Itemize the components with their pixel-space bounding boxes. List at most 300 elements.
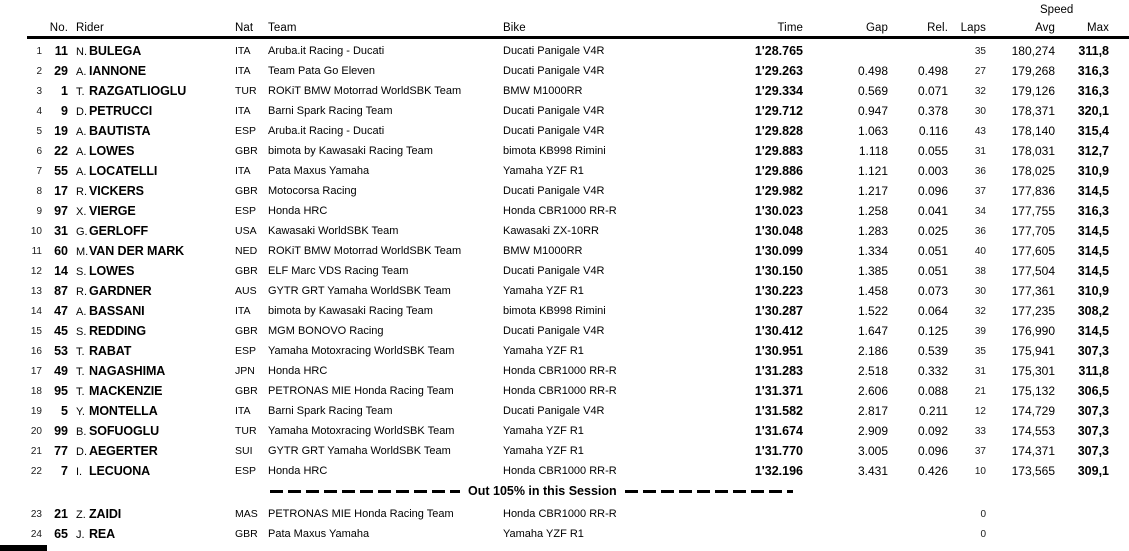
table-row	[0, 181, 1129, 201]
nationality-cell: ESP	[235, 345, 257, 357]
max-speed-cell: 320,1	[1077, 104, 1109, 118]
avg-speed-cell: 174,553	[1011, 424, 1055, 438]
rider-cell	[70, 342, 235, 360]
bike-cell: Yamaha YZF R1	[503, 425, 584, 437]
avg-speed-cell: 176,990	[1011, 324, 1055, 338]
max-speed-cell: 314,5	[1077, 324, 1109, 338]
position-cell: 15	[30, 325, 42, 337]
bike-cell: Yamaha YZF R1	[503, 528, 584, 540]
team-cell: Barni Spark Racing Team	[268, 405, 393, 417]
nationality-cell: TUR	[235, 425, 257, 437]
nationality-cell: GBR	[235, 185, 258, 197]
rider-cell	[70, 282, 235, 300]
laps-cell: 10	[974, 465, 986, 477]
out-105-divider	[270, 481, 830, 501]
rider-initial: A.	[76, 146, 87, 158]
nationality-cell: ITA	[235, 105, 251, 117]
rel-cell: 0.088	[917, 384, 948, 398]
rider-initial: A.	[76, 66, 87, 78]
laps-cell: 37	[974, 445, 986, 457]
rider-initial: T.	[76, 366, 85, 378]
table-row	[0, 221, 1129, 241]
table-row	[0, 341, 1129, 361]
bike-cell: BMW M1000RR	[503, 85, 583, 97]
team-cell: Yamaha Motoxracing WorldSBK Team	[268, 425, 455, 437]
laps-cell: 35	[974, 345, 986, 357]
rider-cell	[70, 182, 235, 200]
nationality-cell: SUI	[235, 445, 253, 457]
rel-cell: 0.096	[917, 184, 948, 198]
bike-cell: Ducati Panigale V4R	[503, 105, 605, 117]
rider-initial: Y.	[76, 406, 85, 418]
avg-speed-cell: 177,361	[1011, 284, 1055, 298]
max-speed-cell: 314,5	[1077, 264, 1109, 278]
col-header-laps: Laps	[960, 22, 986, 34]
bike-number-cell: 95	[54, 384, 68, 398]
rider-cell	[70, 102, 235, 120]
gap-cell: 1.385	[857, 264, 888, 278]
team-cell: PETRONAS MIE Honda Racing Team	[268, 385, 454, 397]
bike-number-cell: 1	[61, 84, 68, 98]
time-cell: 1'29.263	[754, 64, 803, 78]
rider-surname: LECUONA	[89, 464, 151, 478]
position-cell: 21	[30, 445, 42, 457]
gap-cell: 1.458	[857, 284, 888, 298]
team-cell: bimota by Kawasaki Racing Team	[268, 145, 433, 157]
out-105-body	[0, 504, 1129, 544]
bike-cell: bimota KB998 Rimini	[503, 145, 606, 157]
time-cell: 1'30.287	[754, 304, 803, 318]
time-cell: 1'29.886	[754, 164, 803, 178]
rider-surname: REDDING	[89, 324, 146, 338]
rel-cell: 0.116	[918, 124, 948, 138]
laps-cell: 31	[974, 145, 986, 157]
rider-cell	[70, 62, 235, 80]
bike-number-cell: 47	[54, 304, 68, 318]
rider-cell	[70, 82, 235, 100]
max-speed-cell: 316,3	[1077, 64, 1109, 78]
gap-cell: 1.258	[857, 204, 888, 218]
position-cell: 2	[36, 65, 42, 77]
position-cell: 17	[30, 365, 42, 377]
bike-cell: Ducati Panigale V4R	[503, 65, 605, 77]
nationality-cell: NED	[235, 245, 258, 257]
avg-speed-cell: 173,565	[1011, 464, 1055, 478]
rel-cell: 0.211	[918, 404, 948, 418]
position-cell: 18	[30, 385, 42, 397]
bike-cell: Honda CBR1000 RR-R	[503, 385, 617, 397]
rel-cell: 0.332	[917, 364, 948, 378]
bike-cell: bimota KB998 Rimini	[503, 305, 606, 317]
bike-number-cell: 53	[54, 344, 68, 358]
rider-initial: A.	[76, 126, 87, 138]
rider-surname: VAN DER MARK	[89, 244, 185, 258]
time-cell: 1'29.334	[754, 84, 803, 98]
bike-number-cell: 97	[54, 204, 68, 218]
laps-cell: 35	[974, 45, 986, 57]
team-cell: Kawasaki WorldSBK Team	[268, 225, 399, 237]
time-cell: 1'31.283	[754, 364, 803, 378]
divider-label: Out 105% in this Session	[468, 484, 617, 498]
avg-speed-cell: 177,836	[1011, 184, 1055, 198]
gap-cell: 1.118	[858, 144, 888, 158]
bike-number-cell: 5	[61, 404, 68, 418]
avg-speed-cell: 177,235	[1011, 304, 1055, 318]
rider-initial: T.	[76, 386, 85, 398]
rel-cell: 0.041	[917, 204, 948, 218]
col-header-rel: Rel.	[927, 22, 948, 34]
gap-cell: 1.063	[857, 124, 888, 138]
rider-initial: T.	[76, 86, 85, 98]
rider-cell	[70, 202, 235, 220]
col-header-rider: Rider	[76, 22, 104, 34]
time-cell: 1'29.712	[754, 104, 803, 118]
gap-cell: 1.334	[857, 244, 888, 258]
speed-column-group-label: Speed	[1040, 4, 1074, 16]
table-row	[0, 401, 1129, 421]
table-row	[0, 504, 1129, 524]
rel-cell: 0.096	[917, 444, 948, 458]
max-speed-cell: 311,8	[1078, 44, 1109, 58]
gap-cell: 0.498	[857, 64, 888, 78]
table-row	[0, 141, 1129, 161]
gap-cell: 1.217	[857, 184, 888, 198]
team-cell: ROKiT BMW Motorrad WorldSBK Team	[268, 245, 462, 257]
table-row	[0, 241, 1129, 261]
rider-surname: BASSANI	[89, 304, 145, 318]
position-cell: 16	[30, 345, 42, 357]
gap-cell: 1.522	[857, 304, 888, 318]
rider-cell	[70, 162, 235, 180]
divider-dash-right	[625, 490, 793, 493]
nationality-cell: ITA	[235, 405, 251, 417]
position-cell: 13	[30, 285, 42, 297]
laps-cell: 27	[974, 65, 986, 77]
bike-number-cell: 22	[54, 144, 68, 158]
max-speed-cell: 316,3	[1077, 204, 1109, 218]
bike-number-cell: 45	[54, 324, 68, 338]
avg-speed-cell: 175,941	[1011, 344, 1055, 358]
laps-cell: 0	[980, 528, 986, 540]
team-cell: GYTR GRT Yamaha WorldSBK Team	[268, 445, 451, 457]
max-speed-cell: 307,3	[1077, 444, 1109, 458]
rider-surname: REA	[89, 527, 116, 541]
rider-initial: S.	[76, 326, 87, 338]
team-cell: Yamaha Motoxracing WorldSBK Team	[268, 345, 455, 357]
bike-cell: Honda CBR1000 RR-R	[503, 508, 617, 520]
col-header-max: Max	[1086, 22, 1109, 34]
col-header-time: Time	[777, 22, 803, 34]
nationality-cell: USA	[235, 225, 257, 237]
laps-cell: 12	[974, 405, 986, 417]
max-speed-cell: 310,9	[1077, 284, 1109, 298]
table-row	[0, 101, 1129, 121]
max-speed-cell: 315,4	[1077, 124, 1109, 138]
rider-surname: BAUTISTA	[89, 124, 151, 138]
bike-cell: Yamaha YZF R1	[503, 285, 584, 297]
table-row	[0, 381, 1129, 401]
bike-number-cell: 99	[54, 424, 68, 438]
team-cell: ELF Marc VDS Racing Team	[268, 265, 409, 277]
nationality-cell: ESP	[235, 125, 257, 137]
time-cell: 1'29.883	[754, 144, 803, 158]
position-cell: 24	[30, 528, 42, 540]
time-cell: 1'30.951	[754, 344, 803, 358]
avg-speed-cell: 177,755	[1011, 204, 1055, 218]
laps-cell: 33	[974, 425, 986, 437]
rider-surname: GERLOFF	[89, 224, 149, 238]
bike-cell: Ducati Panigale V4R	[503, 125, 605, 137]
bike-cell: Honda CBR1000 RR-R	[503, 205, 617, 217]
team-cell: Pata Maxus Yamaha	[268, 528, 370, 540]
table-row	[0, 81, 1129, 101]
position-cell: 9	[36, 205, 42, 217]
rider-cell	[70, 505, 235, 523]
time-cell: 1'28.765	[754, 44, 803, 58]
laps-cell: 36	[974, 225, 986, 237]
table-header	[0, 0, 1129, 39]
table-row	[0, 161, 1129, 181]
laps-cell: 32	[974, 85, 986, 97]
nationality-cell: ITA	[235, 305, 251, 317]
avg-speed-cell: 178,031	[1011, 144, 1055, 158]
col-header-bike: Bike	[503, 22, 526, 34]
laps-cell: 30	[974, 105, 986, 117]
avg-speed-cell: 175,132	[1011, 384, 1055, 398]
rel-cell: 0.539	[917, 344, 948, 358]
team-cell: ROKiT BMW Motorrad WorldSBK Team	[268, 85, 462, 97]
nationality-cell: ESP	[235, 465, 257, 477]
team-cell: Motocorsa Racing	[268, 185, 357, 197]
position-cell: 11	[31, 245, 42, 257]
rel-cell: 0.003	[917, 164, 948, 178]
rider-surname: LOCATELLI	[89, 164, 158, 178]
max-speed-cell: 314,5	[1077, 184, 1109, 198]
table-row	[0, 321, 1129, 341]
position-cell: 7	[36, 165, 42, 177]
laps-cell: 21	[974, 385, 986, 397]
time-cell: 1'29.982	[754, 184, 803, 198]
max-speed-cell: 314,5	[1077, 244, 1109, 258]
bike-cell: Kawasaki ZX-10RR	[503, 225, 599, 237]
position-cell: 10	[30, 225, 42, 237]
rider-surname: MONTELLA	[89, 404, 158, 418]
col-header-gap: Gap	[865, 22, 888, 34]
nationality-cell: ITA	[235, 45, 251, 57]
rider-cell	[70, 142, 235, 160]
bike-number-cell: 11	[54, 44, 68, 58]
position-cell: 12	[30, 265, 42, 277]
rider-cell	[70, 525, 235, 543]
bike-cell: Ducati Panigale V4R	[503, 405, 605, 417]
col-header-avg: Avg	[1035, 22, 1055, 34]
rider-surname: LOWES	[89, 144, 135, 158]
laps-cell: 36	[974, 165, 986, 177]
gap-cell: 2.909	[857, 424, 888, 438]
gap-cell: 0.569	[857, 84, 888, 98]
laps-cell: 39	[974, 325, 986, 337]
rider-cell	[70, 382, 235, 400]
rider-surname: RAZGATLIOGLU	[89, 84, 187, 98]
results-body	[0, 41, 1129, 481]
laps-cell: 43	[974, 125, 986, 137]
position-cell: 6	[36, 145, 42, 157]
bike-number-cell: 21	[54, 507, 68, 521]
position-cell: 8	[36, 185, 42, 197]
nationality-cell: ITA	[235, 65, 251, 77]
rider-cell	[70, 442, 235, 460]
team-cell: Aruba.it Racing - Ducati	[268, 125, 385, 137]
bike-number-cell: 14	[54, 264, 68, 278]
avg-speed-cell: 178,025	[1011, 164, 1055, 178]
bike-number-cell: 60	[54, 244, 68, 258]
team-cell: Honda HRC	[268, 465, 328, 477]
time-cell: 1'30.223	[754, 284, 803, 298]
bike-cell: Ducati Panigale V4R	[503, 265, 605, 277]
table-row	[0, 281, 1129, 301]
col-header-team: Team	[268, 22, 297, 34]
laps-cell: 0	[980, 508, 986, 520]
position-cell: 20	[30, 425, 42, 437]
rider-surname: VIERGE	[89, 204, 136, 218]
max-speed-cell: 310,9	[1077, 164, 1109, 178]
time-cell: 1'30.048	[754, 224, 803, 238]
rel-cell: 0.064	[917, 304, 948, 318]
team-cell: MGM BONOVO Racing	[268, 325, 384, 337]
gap-cell: 2.606	[857, 384, 888, 398]
gap-cell: 2.518	[857, 364, 888, 378]
bike-number-cell: 65	[54, 527, 68, 541]
bike-cell: Honda CBR1000 RR-R	[503, 465, 617, 477]
rider-surname: IANNONE	[89, 64, 146, 78]
max-speed-cell: 316,3	[1077, 84, 1109, 98]
nationality-cell: MAS	[235, 508, 258, 520]
laps-cell: 31	[974, 365, 986, 377]
header-rule	[27, 36, 1129, 39]
time-cell: 1'31.770	[754, 444, 803, 458]
bike-number-cell: 17	[54, 184, 68, 198]
rider-initial: A.	[76, 166, 87, 178]
nationality-cell: GBR	[235, 528, 258, 540]
nationality-cell: ESP	[235, 205, 257, 217]
bike-number-cell: 77	[54, 444, 68, 458]
max-speed-cell: 309,1	[1077, 464, 1109, 478]
time-cell: 1'29.828	[754, 124, 803, 138]
table-row	[0, 261, 1129, 281]
column-header-row	[0, 18, 1129, 34]
divider-dash-left	[270, 490, 460, 493]
time-cell: 1'32.196	[754, 464, 803, 478]
max-speed-cell: 307,3	[1077, 404, 1109, 418]
table-row	[0, 441, 1129, 461]
team-cell: Pata Maxus Yamaha	[268, 165, 370, 177]
rider-cell	[70, 362, 235, 380]
bike-number-cell: 87	[54, 284, 68, 298]
team-cell: PETRONAS MIE Honda Racing Team	[268, 508, 454, 520]
rider-surname: ZAIDI	[89, 507, 122, 521]
rider-initial: G.	[76, 226, 88, 238]
position-cell: 4	[36, 105, 42, 117]
rider-cell	[70, 302, 235, 320]
position-cell: 5	[36, 125, 42, 137]
nationality-cell: GBR	[235, 385, 258, 397]
rider-cell	[70, 422, 235, 440]
position-cell: 23	[30, 508, 42, 520]
rider-initial: R.	[76, 186, 87, 198]
rider-cell	[70, 402, 235, 420]
gap-cell: 0.947	[857, 104, 888, 118]
table-row	[0, 61, 1129, 81]
bike-cell: Yamaha YZF R1	[503, 165, 584, 177]
table-row	[0, 524, 1129, 544]
nationality-cell: GBR	[235, 325, 258, 337]
position-cell: 19	[30, 405, 42, 417]
rider-initial: Z.	[76, 509, 86, 521]
rider-surname: LOWES	[89, 264, 135, 278]
nationality-cell: JPN	[235, 365, 255, 377]
avg-speed-cell: 177,705	[1011, 224, 1055, 238]
nationality-cell: TUR	[235, 85, 257, 97]
rider-cell	[70, 122, 235, 140]
rider-initial: X.	[76, 206, 87, 218]
rider-initial: D.	[76, 446, 87, 458]
rider-cell	[70, 322, 235, 340]
bike-number-cell: 19	[54, 124, 68, 138]
rel-cell: 0.051	[917, 264, 948, 278]
laps-cell: 40	[974, 245, 986, 257]
avg-speed-cell: 178,140	[1011, 124, 1055, 138]
bike-cell: Ducati Panigale V4R	[503, 185, 605, 197]
gap-cell: 2.817	[857, 404, 888, 418]
team-cell: GYTR GRT Yamaha WorldSBK Team	[268, 285, 451, 297]
laps-cell: 37	[974, 185, 986, 197]
rel-cell: 0.378	[917, 104, 948, 118]
bike-cell: Yamaha YZF R1	[503, 445, 584, 457]
bike-number-cell: 31	[54, 224, 68, 238]
avg-speed-cell: 175,301	[1011, 364, 1055, 378]
rider-surname: GARDNER	[89, 284, 152, 298]
rider-cell	[70, 462, 235, 480]
avg-speed-cell: 180,274	[1011, 44, 1055, 58]
position-cell: 22	[30, 465, 42, 477]
rel-cell: 0.092	[917, 424, 948, 438]
rider-surname: PETRUCCI	[89, 104, 153, 118]
rider-surname: NAGASHIMA	[89, 364, 166, 378]
max-speed-cell: 306,5	[1077, 384, 1109, 398]
time-cell: 1'30.099	[754, 244, 803, 258]
gap-cell: 3.005	[857, 444, 888, 458]
laps-cell: 34	[974, 205, 986, 217]
avg-speed-cell: 177,504	[1011, 264, 1055, 278]
rider-initial: D.	[76, 106, 87, 118]
avg-speed-cell: 174,371	[1011, 444, 1055, 458]
position-cell: 1	[36, 45, 42, 57]
table-row	[0, 461, 1129, 481]
nationality-cell: GBR	[235, 265, 258, 277]
max-speed-cell: 314,5	[1077, 224, 1109, 238]
rel-cell: 0.055	[917, 144, 948, 158]
bike-cell: Honda CBR1000 RR-R	[503, 365, 617, 377]
nationality-cell: AUS	[235, 285, 257, 297]
max-speed-cell: 312,7	[1077, 144, 1109, 158]
avg-speed-cell: 177,605	[1011, 244, 1055, 258]
speed-header-row	[0, 4, 1129, 18]
rider-surname: MACKENZIE	[89, 384, 163, 398]
rel-cell: 0.498	[917, 64, 948, 78]
rel-cell: 0.125	[917, 324, 948, 338]
rider-initial: I.	[76, 466, 83, 478]
bike-number-cell: 55	[54, 164, 68, 178]
